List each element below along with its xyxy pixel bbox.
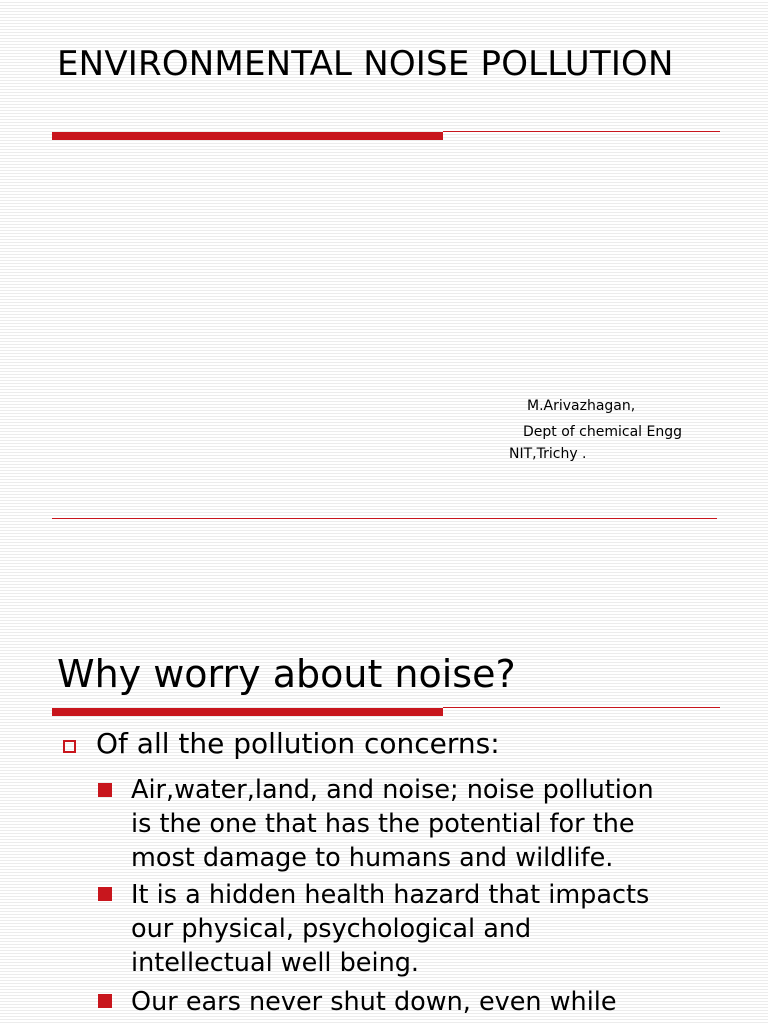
slide-title: Why worry about noise? (57, 652, 516, 696)
filled-square-icon (98, 994, 112, 1008)
title-underline-thin (443, 707, 720, 708)
bullet-text: Of all the pollution concerns: (96, 727, 500, 760)
slide-title: ENVIRONMENTAL NOISE POLLUTION (57, 44, 674, 84)
title-underline-thick (52, 708, 443, 716)
sub-bullet-text: It is a hidden health hazard that impacts our physical, psychological and intellectual well being. (131, 880, 650, 978)
hollow-square-icon (63, 740, 76, 753)
title-underline-thin (443, 131, 720, 132)
sub-bullet-text: Air,water,land, and noise; noise pollution is the one that has the potential for the most damage to humans and wildlife. (131, 775, 654, 873)
title-underline-thick (52, 132, 443, 140)
filled-square-icon (98, 783, 112, 797)
filled-square-icon (98, 887, 112, 901)
author-institute: NIT,Trichy . (509, 446, 587, 462)
author-department: Dept of chemical Engg (523, 424, 682, 440)
author-name: M.Arivazhagan, (527, 398, 636, 414)
sub-bullet-text: Our ears never shut down, even while (131, 987, 617, 1017)
slide-divider (52, 518, 717, 519)
